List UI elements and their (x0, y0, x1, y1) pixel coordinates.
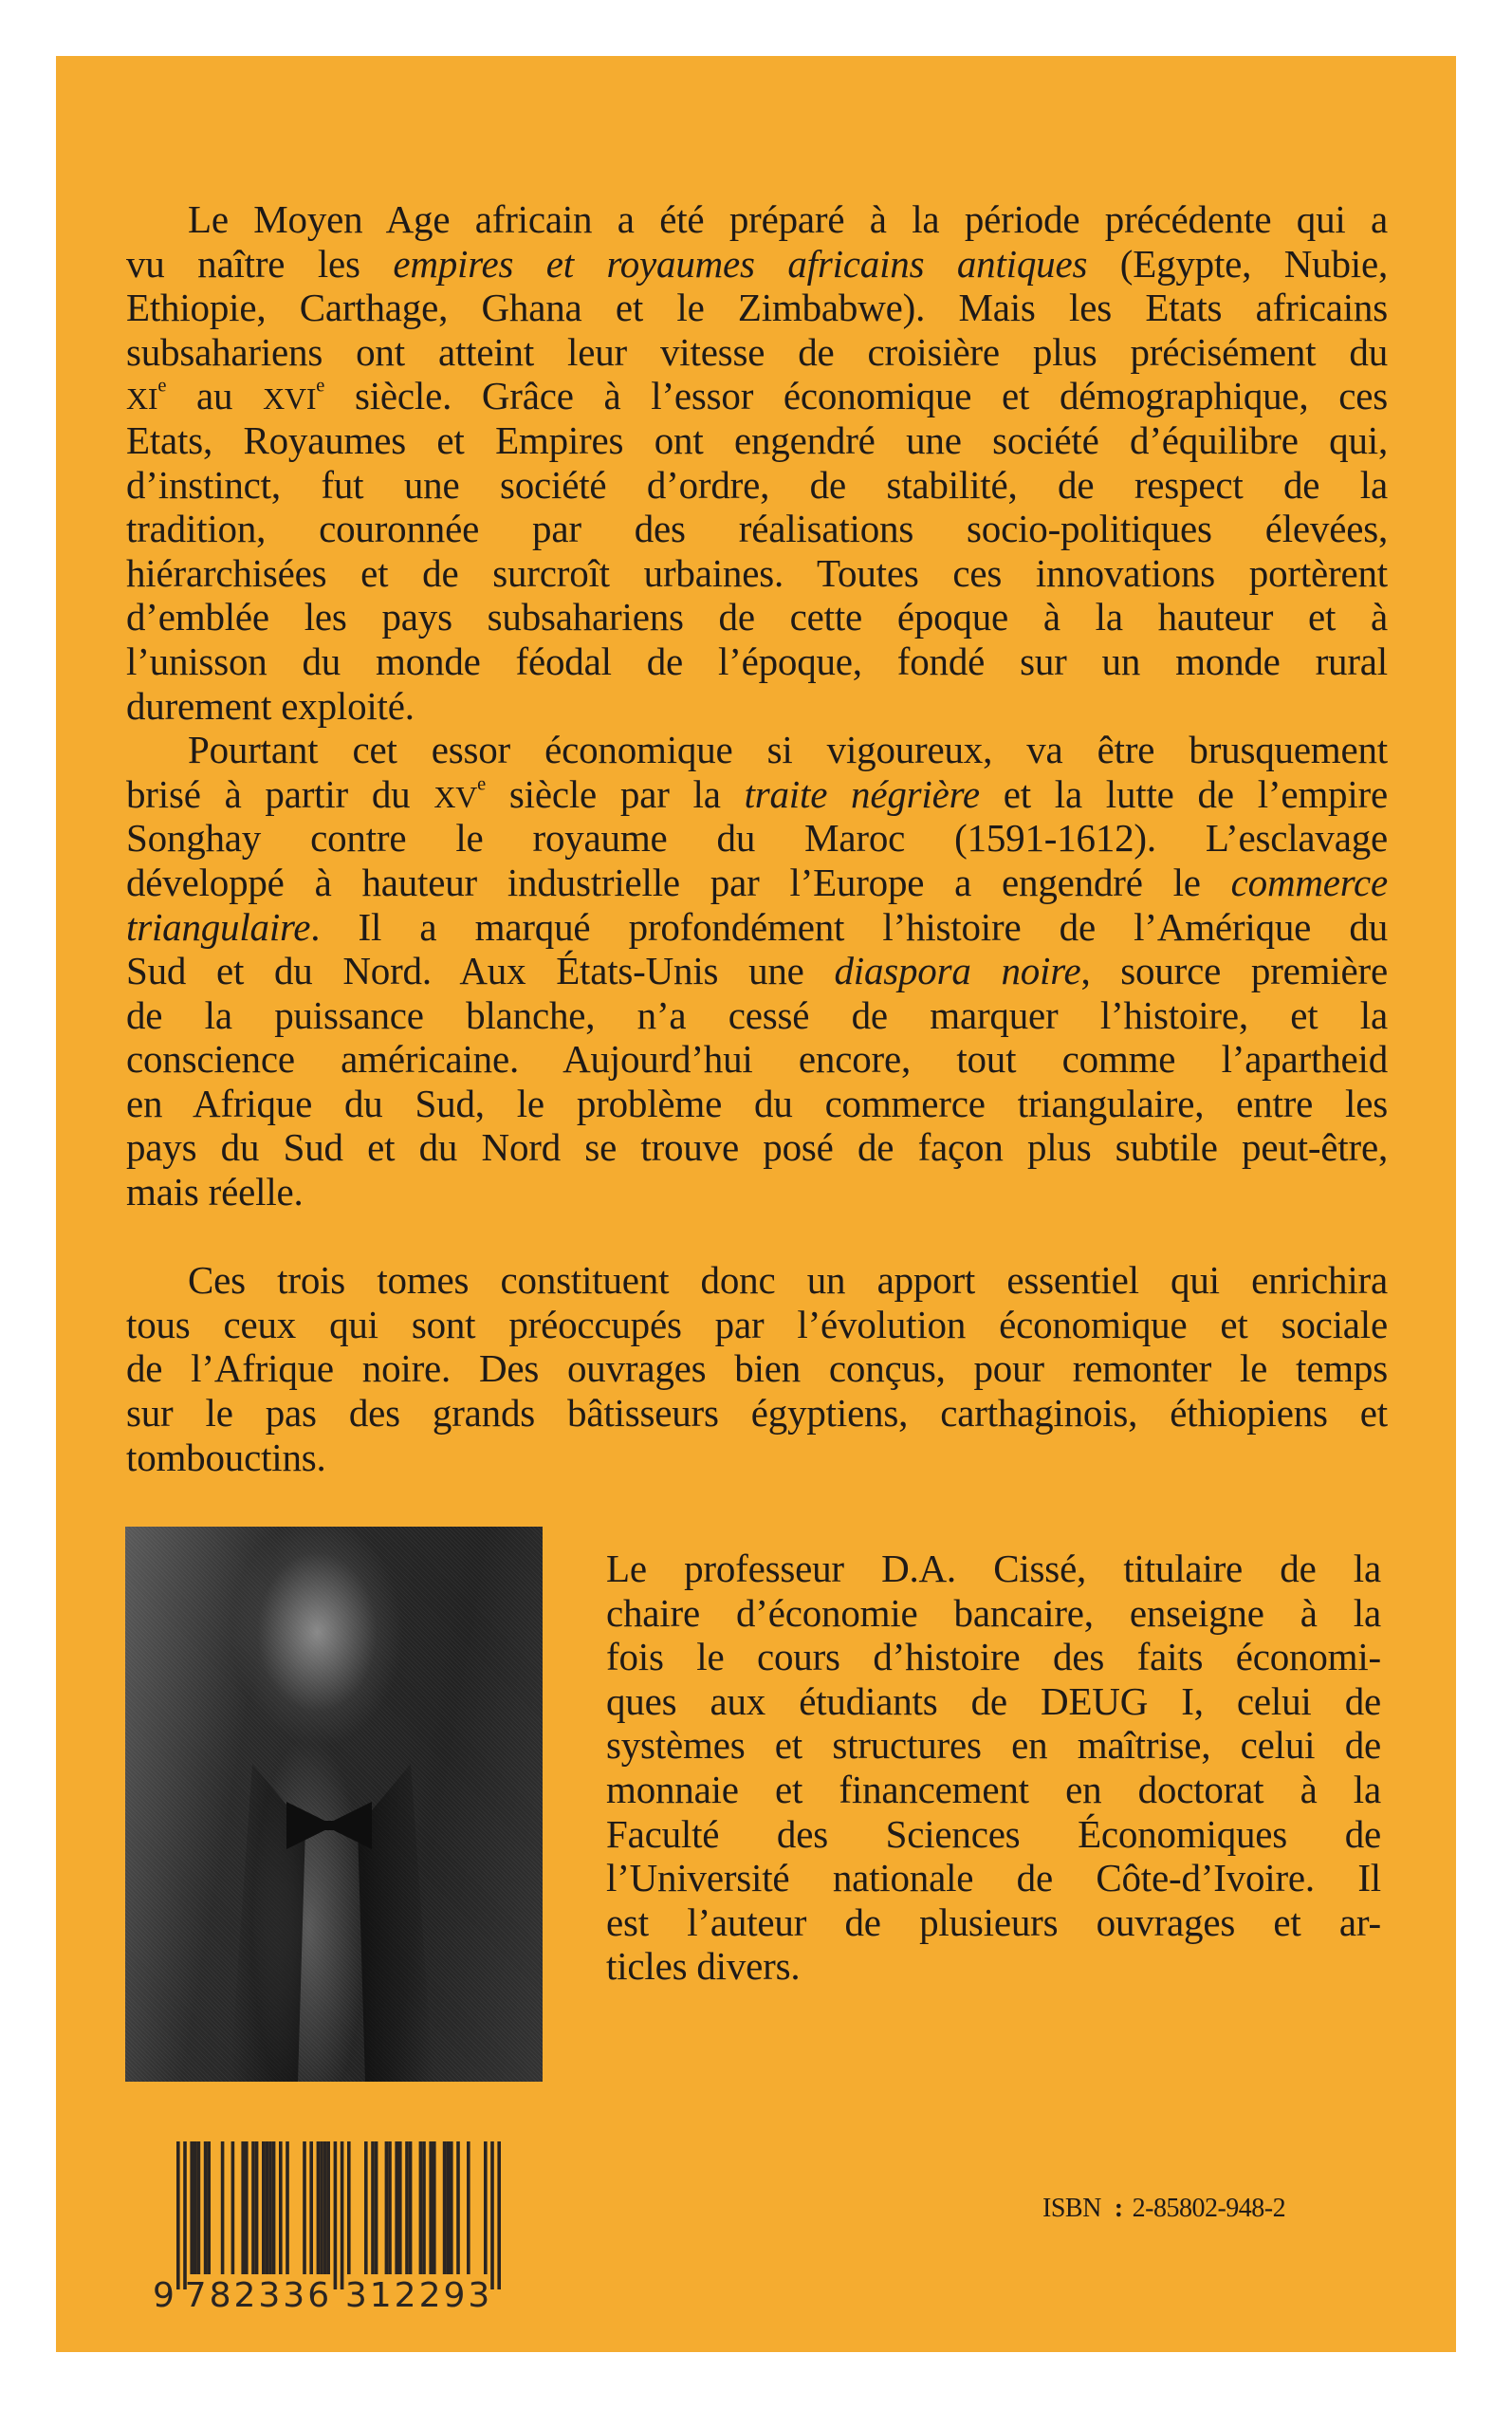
text-line (126, 1391, 1388, 1436)
barcode-bar (176, 2141, 180, 2289)
text-line (126, 772, 1388, 817)
barcode-bar (395, 2141, 398, 2274)
superscript: e (316, 375, 325, 397)
text-line (126, 1170, 1388, 1214)
barcode-bar (385, 2141, 389, 2274)
barcode-bar (255, 2141, 259, 2274)
barcode-bar (388, 2141, 392, 2274)
barcode-graphic (153, 2141, 512, 2315)
text-line (126, 639, 1388, 684)
barcode-bar (450, 2141, 453, 2274)
text-segment: en Afrique du Sud, le problème du commerce triangulaire, entre les (126, 1081, 1388, 1125)
bio-line: fois le cours d’histoire des faits économi- (606, 1635, 1381, 1679)
barcode-bar (221, 2141, 225, 2274)
barcode-bar (286, 2141, 289, 2274)
text-line (126, 1303, 1388, 1347)
text-segment: sur le pas des grands bâtisseurs égyptiens, carthaginois, éthiopiens et (126, 1391, 1388, 1436)
barcode-bar (266, 2141, 269, 2274)
text-segment: d’instinct, fut une société d’ordre, de stabilité, de respect de la (126, 462, 1388, 507)
text-segment: développé à hauteur industrielle par l’Europe a engendré le (126, 860, 1231, 904)
barcode-bar (429, 2141, 433, 2274)
barcode-bar (409, 2141, 413, 2274)
text-line (126, 330, 1388, 375)
text-line (126, 861, 1388, 905)
text-segment: Ces trois tomes constituent donc un apport essentiel qui enrichira (188, 1258, 1388, 1303)
text-line (126, 816, 1388, 861)
barcode-bar (317, 2141, 321, 2274)
barcode-bar (497, 2141, 501, 2289)
barcode-bar (490, 2141, 494, 2289)
text-segment: mais réelle. (126, 1170, 304, 1214)
barcode-bar (433, 2141, 436, 2274)
isbn (1042, 2194, 1285, 2224)
bow-tie (286, 1802, 372, 1849)
text-segment: XI (126, 382, 158, 417)
text-line (126, 507, 1388, 551)
text-segment: tombouctins. (126, 1435, 326, 1479)
italic-text: traite négrière (744, 771, 980, 816)
barcode-bar (320, 2141, 323, 2274)
text-segment: tradition, couronnée par des réalisations socio-politiques élevées, (126, 507, 1388, 551)
text-segment: brisé à partir du (126, 771, 434, 816)
bio-line: Le professeur D.A. Cissé, titulaire de la (606, 1547, 1381, 1590)
text-line (126, 242, 1388, 287)
text-segment: Sud et du Nord. Aux États-Unis une (126, 949, 835, 993)
text-line (126, 728, 1388, 772)
italic-text: triangulaire (126, 904, 311, 949)
barcode-bar (334, 2141, 338, 2289)
barcode-bar (371, 2141, 375, 2274)
text-segment: durement exploité. (126, 683, 415, 728)
text-line (126, 684, 1388, 729)
bio-line: Faculté des Sciences Économiques de (606, 1811, 1381, 1856)
barcode-bar (204, 2141, 208, 2274)
text-segment: de la puissance blanche, n’a cessé de marquer l’histoire, et la (126, 992, 1388, 1037)
text-segment: XV (433, 780, 478, 814)
author-photo (125, 1527, 543, 2082)
barcode-bar (268, 2141, 272, 2274)
text-line (126, 551, 1388, 596)
bio-line: chaire d’économie bancaire, enseigne à la (606, 1590, 1381, 1635)
barcode-bar (446, 2141, 450, 2274)
text-line (126, 463, 1388, 508)
barcode-bar (323, 2141, 327, 2274)
isbn-separator: : (1114, 2194, 1123, 2223)
barcode (153, 2141, 512, 2315)
text-segment: siècle par la (486, 771, 745, 816)
paragraph-spacer (126, 1214, 1388, 1259)
text-segment: au (166, 374, 264, 418)
barcode-bar (190, 2141, 194, 2274)
barcode-bar (341, 2141, 344, 2289)
text-segment: Ethiopie, Carthage, Ghana et le Zimbabwe). Mais les Etats africains (126, 286, 1388, 330)
text-segment: conscience américaine. Aujourd’hui encore, tout comme l’apartheid (126, 1037, 1388, 1082)
barcode-bar (347, 2141, 351, 2274)
barcode-bar (197, 2141, 201, 2274)
text-line (126, 1436, 1388, 1480)
text-segment: Le Moyen Age africain a été préparé à la période précédente qui a (188, 197, 1388, 241)
text-line (126, 1346, 1388, 1391)
barcode-bar (303, 2141, 306, 2274)
barcode-bar (245, 2141, 249, 2274)
italic-text: commerce (1230, 860, 1388, 904)
bio-line: ticles divers. (606, 1944, 801, 1989)
bio-line: systèmes et structures en maîtrise, celui de (606, 1723, 1381, 1768)
barcode-bar (231, 2141, 235, 2274)
barcode-right-digits: 312293 (344, 2276, 493, 2315)
text-segment: de l’Afrique noire. Des ouvrages bien conçus, pour remonter le temps (126, 1346, 1388, 1391)
text-line (126, 1037, 1388, 1082)
barcode-bar (422, 2141, 426, 2274)
text-line (126, 374, 1388, 418)
text-segment: l’unisson du monde féodal de l’époque, fondé sur un monde rural (126, 639, 1388, 683)
barcode-first-digit: 9 (153, 2276, 177, 2315)
text-segment: (Egypte, Nubie, (1087, 241, 1388, 286)
text-segment: vu naître les (126, 241, 394, 286)
barcode-bar (456, 2141, 460, 2274)
barcode-bar (207, 2141, 211, 2274)
barcode-bar (364, 2141, 368, 2274)
text-line (126, 197, 1388, 242)
barcode-bar (279, 2141, 283, 2274)
barcode-bar (194, 2141, 197, 2274)
text-line (126, 595, 1388, 639)
barcode-bar (484, 2141, 488, 2274)
text-segment: subsahariens ont atteint leur vitesse de croisière plus précisément du (126, 329, 1388, 374)
barcode-bar (419, 2141, 423, 2274)
text-line (126, 286, 1388, 330)
bio-line: est l’auteur de plusieurs ouvrages et ar- (606, 1899, 1381, 1944)
text-segment: d’emblée les pays subsahariens de cette époque à la hauteur et à (126, 595, 1388, 639)
text-segment: siècle. Grâce à l’essor économique et démographique, ces (324, 374, 1388, 418)
text-segment: Songhay contre le royaume du Maroc (1591-1612). L’esclavage (126, 816, 1388, 861)
barcode-bar (272, 2141, 276, 2274)
barcode-bar (375, 2141, 378, 2274)
text-segment: , source première (1080, 949, 1388, 993)
barcode-bar (262, 2141, 266, 2274)
text-line (126, 1258, 1388, 1303)
barcode-bar (183, 2141, 187, 2289)
text-segment: pays du Sud et du Nord se trouve posé de façon plus subtile peut-être, (126, 1125, 1388, 1170)
italic-text: diaspora noire (834, 949, 1081, 993)
text-segment: . Il a marqué profondément l’histoire de l’Amérique du (310, 904, 1388, 949)
barcode-bar (326, 2141, 330, 2274)
text-line (126, 905, 1388, 950)
bio-line: l’Université nationale de Côte-d’Ivoire. Il (606, 1856, 1381, 1900)
barcode-bar (398, 2141, 402, 2274)
barcode-bar (309, 2141, 313, 2274)
barcode-bar (467, 2141, 470, 2274)
bio-line: ques aux étudiants de DEUG I, celui de (606, 1678, 1381, 1723)
text-line (126, 1082, 1388, 1126)
text-line (126, 1125, 1388, 1170)
text-line (126, 993, 1388, 1038)
barcode-bar (251, 2141, 255, 2274)
text-segment: Pourtant cet essor économique si vigoureux, va être brusquement (188, 728, 1388, 772)
superscript: e (477, 773, 487, 795)
text-segment: Etats, Royaumes et Empires ont engendré une société d’équilibre qui, (126, 417, 1388, 462)
isbn-value: 2-85802-948-2 (1132, 2194, 1286, 2223)
superscript: e (157, 375, 167, 397)
author-bio (606, 1547, 1381, 1989)
barcode-bar (405, 2141, 409, 2274)
text-segment: XVI (263, 382, 317, 417)
bio-line: monnaie et financement en doctorat à la (606, 1767, 1381, 1811)
barcode-left-digits: 782336 (184, 2276, 333, 2315)
text-segment: et la lutte de l’empire (979, 771, 1388, 816)
barcode-bar (443, 2141, 447, 2274)
barcode-bar (241, 2141, 245, 2274)
text-segment: tous ceux qui sont préoccupés par l’évolution économique et sociale (126, 1302, 1388, 1346)
italic-text: empires et royaumes africains antiques (393, 241, 1088, 286)
text-segment: hiérarchisées et de surcroît urbaines. Toutes ces innovations portèrent (126, 550, 1388, 595)
text-line (126, 418, 1388, 463)
isbn-label: ISBN (1042, 2194, 1101, 2223)
blurb-text (126, 197, 1388, 1479)
text-line (126, 949, 1388, 993)
